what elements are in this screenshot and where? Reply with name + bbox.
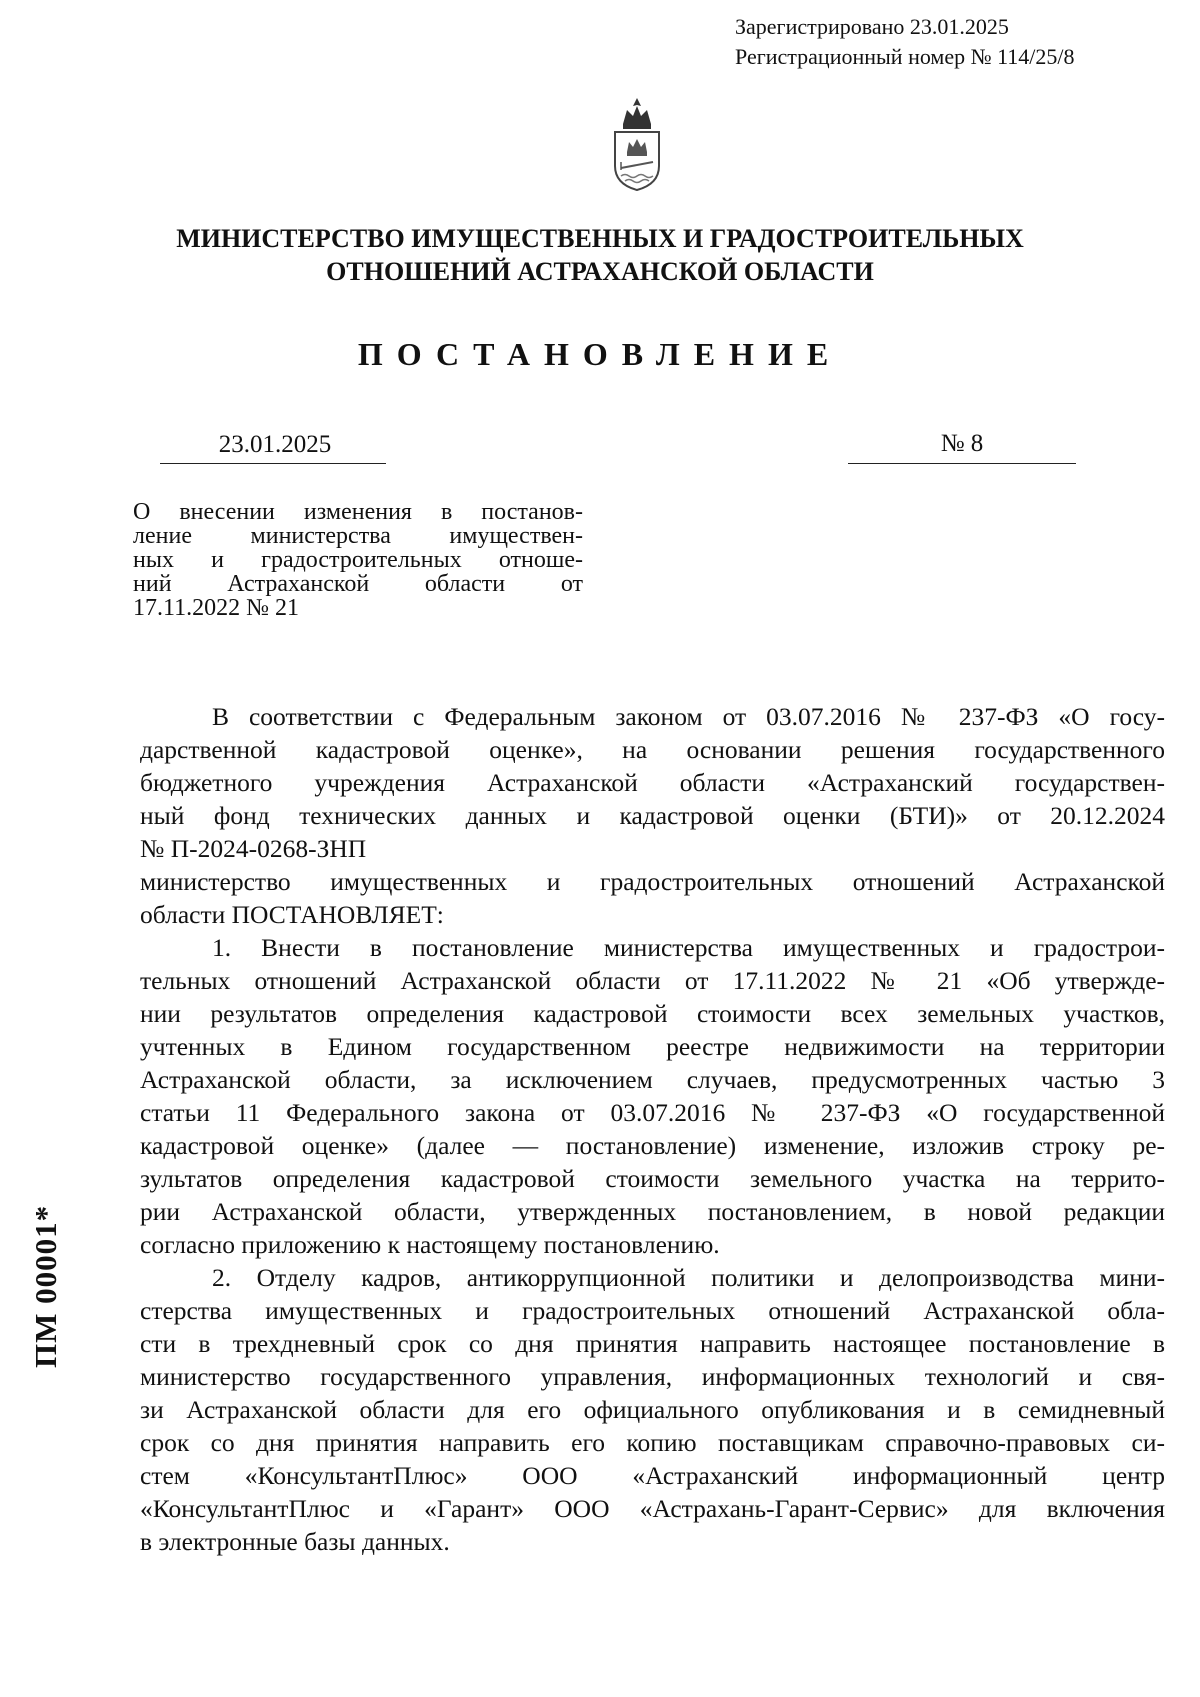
body-line: стерства имущественных и градостроительных отношений Астраханской обла-	[140, 1296, 1165, 1325]
body-line: 2. Отделу кадров, антикоррупционной политики и делопроизводства мини-	[212, 1263, 1165, 1292]
body-line: кадастровой оценке» (далее — постановление) изменение, изложив строку ре-	[140, 1131, 1165, 1160]
body-line: ный фонд технических данных и кадастровой оценки (БТИ)» от 20.12.2024	[140, 801, 1165, 830]
body-line: В соответствии с Федеральным законом от 03.07.2016 № 237-ФЗ «О госу-	[212, 702, 1165, 731]
body-line: учтенных в Едином государственном реестре недвижимости на территории	[140, 1032, 1165, 1061]
document-body	[140, 700, 1165, 1558]
body-line: нии результатов определения кадастровой стоимости всех земельных участков,	[140, 999, 1165, 1028]
subject-line: 17.11.2022 № 21	[133, 595, 300, 621]
body-line: дарственной кадастровой оценке», на основании решения государственного	[140, 735, 1165, 764]
subject-line: ний Астраханской области от	[133, 571, 583, 597]
body-line: министерство имущественных и градостроительных отношений Астраханской	[140, 867, 1165, 896]
body-line: «КонсультантПлюс и «Гарант» ООО «Астрахань-Гарант-Сервис» для включения	[140, 1494, 1165, 1523]
subject-line: О внесении изменения в постанов-	[133, 499, 583, 525]
document-number: № 8	[848, 425, 1076, 464]
body-line: министерство государственного управления, информационных технологий и свя-	[140, 1362, 1165, 1391]
registration-date: Зарегистрировано 23.01.2025	[735, 14, 1009, 39]
body-line: тельных отношений Астраханской области от 17.11.2022 № 21 «Об утвержде-	[140, 966, 1165, 995]
body-line: рии Астраханской области, утвержденных постановлением, в новой редакции	[140, 1197, 1165, 1226]
ministry-name-line-1: МИНИСТЕРСТВО ИМУЩЕСТВЕННЫХ И ГРАДОСТРОИТЕЛЬНЫХ	[176, 224, 1024, 253]
body-line: зи Астраханской области для его официального опубликования и в семидневный	[140, 1395, 1165, 1424]
body-line: № П-2024-0268-ЗНП	[140, 834, 367, 863]
body-line: области ПОСТАНОВЛЯЕТ:	[140, 900, 444, 929]
coat-of-arms-icon	[607, 96, 667, 192]
body-line: зультатов определения кадастровой стоимости земельного участка на террито-	[140, 1164, 1165, 1193]
document-date: 23.01.2025	[160, 427, 386, 464]
body-line: стем «КонсультантПлюс» ООО «Астраханский информационный центр	[140, 1461, 1165, 1490]
body-line: согласно приложению к настоящему постановлению.	[140, 1230, 720, 1259]
ministry-name	[150, 222, 1050, 288]
body-line: срок со дня принятия направить его копию поставщикам справочно-правовых си-	[140, 1428, 1165, 1457]
body-line: бюджетного учреждения Астраханской области «Астраханский государствен-	[140, 768, 1165, 797]
side-stamp: ПМ 00001*	[28, 1204, 63, 1368]
registration-block	[735, 12, 1075, 72]
body-line: статьи 11 Федерального закона от 03.07.2016 № 237-ФЗ «О государственной	[140, 1098, 1165, 1127]
document-subject	[133, 500, 583, 620]
registration-number: Регистрационный номер № 114/25/8	[735, 44, 1075, 69]
body-line: Астраханской области, за исключением случаев, предусмотренных частью 3	[140, 1065, 1165, 1094]
ministry-name-line-2: ОТНОШЕНИЙ АСТРАХАНСКОЙ ОБЛАСТИ	[326, 257, 874, 286]
body-line: 1. Внести в постановление министерства имущественных и градострои-	[212, 933, 1165, 962]
subject-line: ных и градостроительных отноше-	[133, 547, 583, 573]
body-line: сти в трехдневный срок со дня принятия направить настоящее постановление в	[140, 1329, 1165, 1358]
document-type-title: ПОСТАНОВЛЕНИЕ	[357, 336, 843, 372]
subject-line: ление министерства имуществен-	[133, 523, 583, 549]
body-line: в электронные базы данных.	[140, 1527, 450, 1556]
